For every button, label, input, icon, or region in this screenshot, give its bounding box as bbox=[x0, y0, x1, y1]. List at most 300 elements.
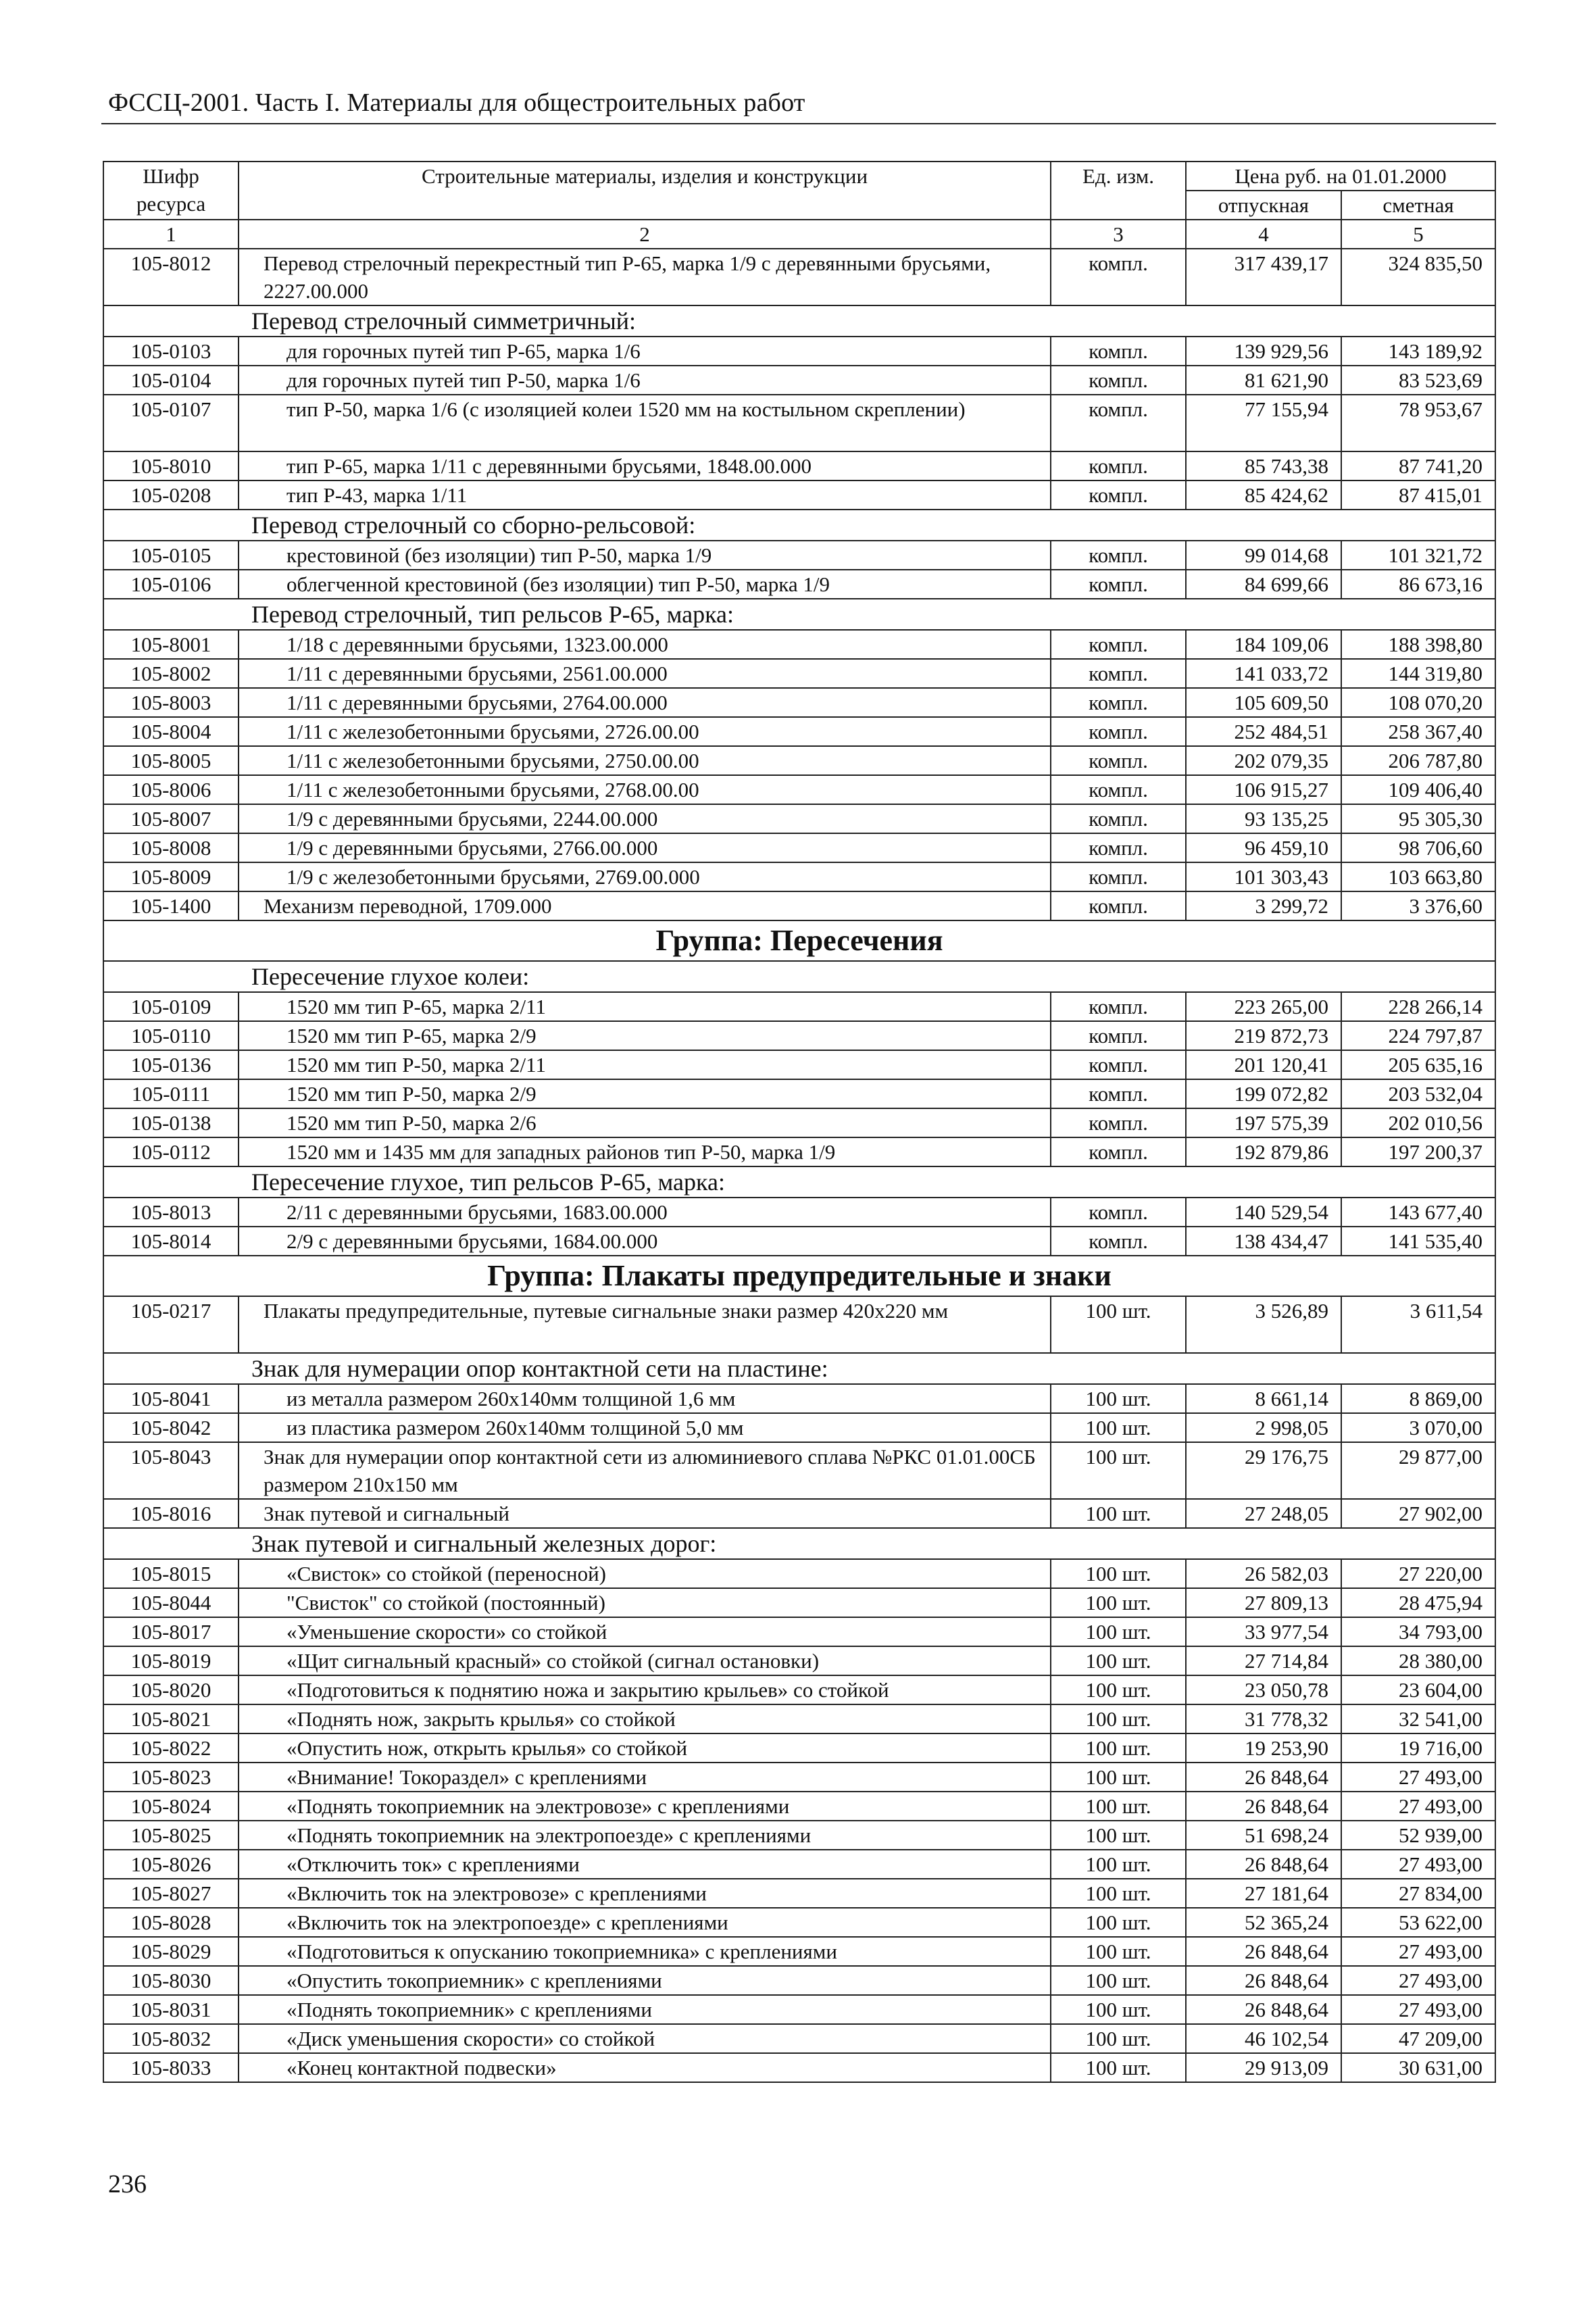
unit-cell: компл. bbox=[1051, 481, 1186, 510]
estimate-price: 27 493,00 bbox=[1341, 1937, 1495, 1966]
unit-cell: компл. bbox=[1051, 688, 1186, 717]
table-row bbox=[103, 1384, 1495, 1413]
resource-code: 105-8016 bbox=[103, 1499, 239, 1528]
estimate-price: 324 835,50 bbox=[1341, 249, 1495, 305]
item-name: 1/11 с железобетонными брусьями, 2750.00.00 bbox=[239, 746, 1051, 775]
resource-code: 105-8030 bbox=[103, 1966, 239, 1995]
estimate-price: 109 406,40 bbox=[1341, 775, 1495, 804]
unit-cell: компл. bbox=[1051, 249, 1186, 305]
release-price: 85 743,38 bbox=[1186, 451, 1341, 481]
unit-cell: 100 шт. bbox=[1051, 1559, 1186, 1588]
unit-cell: компл. bbox=[1051, 804, 1186, 833]
release-price: 199 072,82 bbox=[1186, 1079, 1341, 1108]
unit-cell: 100 шт. bbox=[1051, 1296, 1186, 1353]
release-price: 138 434,47 bbox=[1186, 1227, 1341, 1256]
table-row bbox=[103, 451, 1495, 481]
release-price: 52 365,24 bbox=[1186, 1908, 1341, 1937]
estimate-price: 27 493,00 bbox=[1341, 1995, 1495, 2024]
estimate-price: 188 398,80 bbox=[1341, 630, 1495, 659]
resource-code: 105-8029 bbox=[103, 1937, 239, 1966]
resource-code: 105-0104 bbox=[103, 366, 239, 395]
release-price: 33 977,54 bbox=[1186, 1617, 1341, 1646]
estimate-price: 32 541,00 bbox=[1341, 1704, 1495, 1733]
estimate-price: 197 200,37 bbox=[1341, 1137, 1495, 1166]
table-row bbox=[103, 1995, 1495, 2024]
release-price: 29 913,09 bbox=[1186, 2053, 1341, 2082]
estimate-price: 27 902,00 bbox=[1341, 1499, 1495, 1528]
item-name: «Отключить ток» с креплениями bbox=[239, 1850, 1051, 1879]
release-price: 85 424,62 bbox=[1186, 481, 1341, 510]
release-price: 27 714,84 bbox=[1186, 1646, 1341, 1675]
release-price: 99 014,68 bbox=[1186, 541, 1341, 570]
subheading-text: Перевод стрелочный со сборно-рельсовой: bbox=[103, 510, 1495, 541]
table-row bbox=[103, 1559, 1495, 1588]
group-title: Группа: Плакаты предупредительные и знаки bbox=[103, 1256, 1495, 1296]
release-price: 26 848,64 bbox=[1186, 1995, 1341, 2024]
release-price: 46 102,54 bbox=[1186, 2024, 1341, 2053]
table-row bbox=[103, 1646, 1495, 1675]
item-name: 1520 мм тип Р-65, марка 2/9 bbox=[239, 1021, 1051, 1050]
unit-cell: 100 шт. bbox=[1051, 1879, 1186, 1908]
release-price: 184 109,06 bbox=[1186, 630, 1341, 659]
table-row bbox=[103, 1763, 1495, 1792]
resource-code: 105-0138 bbox=[103, 1108, 239, 1137]
price-table bbox=[103, 161, 1496, 2083]
item-name: «Опустить нож, открыть крылья» со стойкой bbox=[239, 1733, 1051, 1763]
item-name: 1/11 с деревянными брусьями, 2561.00.000 bbox=[239, 659, 1051, 688]
release-price: 201 120,41 bbox=[1186, 1050, 1341, 1079]
item-name: «Внимание! Токораздел» с креплениями bbox=[239, 1763, 1051, 1792]
item-name: тип Р-65, марка 1/11 с деревянными брусьями, 1848.00.000 bbox=[239, 451, 1051, 481]
estimate-price: 52 939,00 bbox=[1341, 1821, 1495, 1850]
item-name: «Включить ток на электровозе» с креплениями bbox=[239, 1879, 1051, 1908]
col-number: 5 bbox=[1341, 220, 1495, 249]
resource-code: 105-8024 bbox=[103, 1792, 239, 1821]
release-price: 29 176,75 bbox=[1186, 1442, 1341, 1499]
unit-cell: 100 шт. bbox=[1051, 1821, 1186, 1850]
table-row bbox=[103, 1050, 1495, 1079]
item-name: 1/11 с железобетонными брусьями, 2768.00.00 bbox=[239, 775, 1051, 804]
item-name: «Опустить токоприемник» с креплениями bbox=[239, 1966, 1051, 1995]
table-row bbox=[103, 1296, 1495, 1353]
table-row bbox=[103, 1937, 1495, 1966]
estimate-price: 28 475,94 bbox=[1341, 1588, 1495, 1617]
item-name: Перевод стрелочный перекрестный тип Р-65, марка 1/9 с деревянными брусьями, 2227.00.000 bbox=[239, 249, 1051, 305]
item-name: тип Р-43, марка 1/11 bbox=[239, 481, 1051, 510]
table-header bbox=[103, 162, 1495, 249]
unit-cell: компл. bbox=[1051, 630, 1186, 659]
subheading-text: Пересечение глухое, тип рельсов Р-65, марка: bbox=[103, 1166, 1495, 1198]
unit-cell: 100 шт. bbox=[1051, 2024, 1186, 2053]
unit-cell: компл. bbox=[1051, 862, 1186, 891]
item-name: 1/9 с деревянными брусьями, 2244.00.000 bbox=[239, 804, 1051, 833]
estimate-price: 108 070,20 bbox=[1341, 688, 1495, 717]
unit-cell: 100 шт. bbox=[1051, 1995, 1186, 2024]
release-price: 3 299,72 bbox=[1186, 891, 1341, 920]
col-number: 4 bbox=[1186, 220, 1341, 249]
estimate-price: 19 716,00 bbox=[1341, 1733, 1495, 1763]
release-price: 93 135,25 bbox=[1186, 804, 1341, 833]
unit-cell: 100 шт. bbox=[1051, 1384, 1186, 1413]
unit-cell: 100 шт. bbox=[1051, 1966, 1186, 1995]
subheading-row bbox=[103, 1353, 1495, 1384]
table-row bbox=[103, 1821, 1495, 1850]
table-row bbox=[103, 630, 1495, 659]
unit-cell: компл. bbox=[1051, 746, 1186, 775]
table-row bbox=[103, 1908, 1495, 1937]
estimate-price: 141 535,40 bbox=[1341, 1227, 1495, 1256]
table-row bbox=[103, 1021, 1495, 1050]
subheading-row bbox=[103, 1166, 1495, 1198]
item-name: «Щит сигнальный красный» со стойкой (сигнал остановки) bbox=[239, 1646, 1051, 1675]
table-row bbox=[103, 541, 1495, 570]
unit-cell: 100 шт. bbox=[1051, 1733, 1186, 1763]
release-price: 26 582,03 bbox=[1186, 1559, 1341, 1588]
estimate-price: 206 787,80 bbox=[1341, 746, 1495, 775]
unit-cell: 100 шт. bbox=[1051, 1646, 1186, 1675]
subheading-text: Перевод стрелочный симметричный: bbox=[103, 305, 1495, 337]
item-name: «Поднять токоприемник на электропоезде» с креплениями bbox=[239, 1821, 1051, 1850]
release-price: 202 079,35 bbox=[1186, 746, 1341, 775]
item-name: 1520 мм тип Р-50, марка 2/6 bbox=[239, 1108, 1051, 1137]
unit-cell: компл. bbox=[1051, 1050, 1186, 1079]
table-row bbox=[103, 1850, 1495, 1879]
table-row bbox=[103, 249, 1495, 305]
estimate-price: 101 321,72 bbox=[1341, 541, 1495, 570]
item-name: из пластика размером 260х140мм толщиной 5,0 мм bbox=[239, 1413, 1051, 1442]
table-row bbox=[103, 1413, 1495, 1442]
item-name: 1/9 с деревянными брусьями, 2766.00.000 bbox=[239, 833, 1051, 862]
resource-code: 105-0106 bbox=[103, 570, 239, 599]
unit-cell: компл. bbox=[1051, 717, 1186, 746]
header-unit: Ед. изм. bbox=[1051, 162, 1186, 220]
item-name: 2/11 с деревянными брусьями, 1683.00.000 bbox=[239, 1198, 1051, 1227]
resource-code: 105-8007 bbox=[103, 804, 239, 833]
table-body bbox=[103, 249, 1495, 2082]
table-row bbox=[103, 570, 1495, 599]
resource-code: 105-0217 bbox=[103, 1296, 239, 1353]
subheading-row bbox=[103, 305, 1495, 337]
resource-code: 105-8015 bbox=[103, 1559, 239, 1588]
col-number: 1 bbox=[103, 220, 239, 249]
estimate-price: 27 220,00 bbox=[1341, 1559, 1495, 1588]
release-price: 3 526,89 bbox=[1186, 1296, 1341, 1353]
subheading-text: Перевод стрелочный, тип рельсов Р-65, марка: bbox=[103, 599, 1495, 630]
table-row bbox=[103, 804, 1495, 833]
estimate-price: 27 493,00 bbox=[1341, 1966, 1495, 1995]
table-row bbox=[103, 891, 1495, 920]
table-row bbox=[103, 688, 1495, 717]
table-row bbox=[103, 1499, 1495, 1528]
release-price: 8 661,14 bbox=[1186, 1384, 1341, 1413]
resource-code: 105-8020 bbox=[103, 1675, 239, 1704]
item-name: «Подготовиться к поднятию ножа и закрытию крыльев» со стойкой bbox=[239, 1675, 1051, 1704]
item-name: 1520 мм тип Р-50, марка 2/11 bbox=[239, 1050, 1051, 1079]
table-row bbox=[103, 1966, 1495, 1995]
col-number: 3 bbox=[1051, 220, 1186, 249]
table-row bbox=[103, 1079, 1495, 1108]
resource-code: 105-8003 bbox=[103, 688, 239, 717]
table-row bbox=[103, 1227, 1495, 1256]
item-name: для горочных путей тип Р-50, марка 1/6 bbox=[239, 366, 1051, 395]
header-release-price: отпускная bbox=[1186, 191, 1341, 220]
table-row bbox=[103, 775, 1495, 804]
table-row bbox=[103, 717, 1495, 746]
table-row bbox=[103, 1617, 1495, 1646]
unit-cell: компл. bbox=[1051, 1137, 1186, 1166]
estimate-price: 78 953,67 bbox=[1341, 395, 1495, 451]
estimate-price: 87 415,01 bbox=[1341, 481, 1495, 510]
table-row bbox=[103, 1792, 1495, 1821]
subheading-text: Знак путевой и сигнальный железных дорог: bbox=[103, 1528, 1495, 1559]
table-row bbox=[103, 337, 1495, 366]
unit-cell: компл. bbox=[1051, 541, 1186, 570]
estimate-price: 28 380,00 bbox=[1341, 1646, 1495, 1675]
unit-cell: компл. bbox=[1051, 1227, 1186, 1256]
estimate-price: 95 305,30 bbox=[1341, 804, 1495, 833]
release-price: 197 575,39 bbox=[1186, 1108, 1341, 1137]
table-row bbox=[103, 1137, 1495, 1166]
unit-cell: компл. bbox=[1051, 833, 1186, 862]
estimate-price: 83 523,69 bbox=[1341, 366, 1495, 395]
estimate-price: 3 070,00 bbox=[1341, 1413, 1495, 1442]
estimate-price: 103 663,80 bbox=[1341, 862, 1495, 891]
item-name: «Подготовиться к опусканию токоприемника» с креплениями bbox=[239, 1937, 1051, 1966]
table-row bbox=[103, 1675, 1495, 1704]
subheading-row bbox=[103, 961, 1495, 992]
resource-code: 105-8041 bbox=[103, 1384, 239, 1413]
resource-code: 105-8013 bbox=[103, 1198, 239, 1227]
unit-cell: 100 шт. bbox=[1051, 1675, 1186, 1704]
release-price: 139 929,56 bbox=[1186, 337, 1341, 366]
item-name: «Поднять нож, закрыть крылья» со стойкой bbox=[239, 1704, 1051, 1733]
resource-code: 105-8043 bbox=[103, 1442, 239, 1499]
item-name: 1/11 с железобетонными брусьями, 2726.00.00 bbox=[239, 717, 1051, 746]
resource-code: 105-8012 bbox=[103, 249, 239, 305]
release-price: 31 778,32 bbox=[1186, 1704, 1341, 1733]
item-name: крестовиной (без изоляции) тип Р-50, марка 1/9 bbox=[239, 541, 1051, 570]
resource-code: 105-8008 bbox=[103, 833, 239, 862]
item-name: «Уменьшение скорости» со стойкой bbox=[239, 1617, 1051, 1646]
unit-cell: 100 шт. bbox=[1051, 1499, 1186, 1528]
resource-code: 105-8022 bbox=[103, 1733, 239, 1763]
release-price: 81 621,90 bbox=[1186, 366, 1341, 395]
unit-cell: компл. bbox=[1051, 1079, 1186, 1108]
estimate-price: 3 611,54 bbox=[1341, 1296, 1495, 1353]
release-price: 51 698,24 bbox=[1186, 1821, 1341, 1850]
unit-cell: 100 шт. bbox=[1051, 2053, 1186, 2082]
estimate-price: 202 010,56 bbox=[1341, 1108, 1495, 1137]
table-row bbox=[103, 862, 1495, 891]
resource-code: 105-8004 bbox=[103, 717, 239, 746]
item-name: из металла размером 260х140мм толщиной 1,6 мм bbox=[239, 1384, 1051, 1413]
estimate-price: 23 604,00 bbox=[1341, 1675, 1495, 1704]
release-price: 2 998,05 bbox=[1186, 1413, 1341, 1442]
table-row bbox=[103, 2024, 1495, 2053]
item-name: «Конец контактной подвески» bbox=[239, 2053, 1051, 2082]
estimate-price: 98 706,60 bbox=[1341, 833, 1495, 862]
table-row bbox=[103, 481, 1495, 510]
release-price: 96 459,10 bbox=[1186, 833, 1341, 862]
release-price: 84 699,66 bbox=[1186, 570, 1341, 599]
item-name: 1/9 с железобетонными брусьями, 2769.00.000 bbox=[239, 862, 1051, 891]
resource-code: 105-8033 bbox=[103, 2053, 239, 2082]
subheading-row bbox=[103, 510, 1495, 541]
release-price: 27 248,05 bbox=[1186, 1499, 1341, 1528]
estimate-price: 203 532,04 bbox=[1341, 1079, 1495, 1108]
resource-code: 105-8009 bbox=[103, 862, 239, 891]
resource-code: 105-8044 bbox=[103, 1588, 239, 1617]
group-title: Группа: Пересечения bbox=[103, 920, 1495, 961]
unit-cell: 100 шт. bbox=[1051, 1704, 1186, 1733]
unit-cell: компл. bbox=[1051, 891, 1186, 920]
unit-cell: компл. bbox=[1051, 1198, 1186, 1227]
header-code: Шифр ресурса bbox=[103, 162, 239, 220]
resource-code: 105-0107 bbox=[103, 395, 239, 451]
item-name: 2/9 с деревянными брусьями, 1684.00.000 bbox=[239, 1227, 1051, 1256]
estimate-price: 3 376,60 bbox=[1341, 891, 1495, 920]
estimate-price: 30 631,00 bbox=[1341, 2053, 1495, 2082]
item-name: Плакаты предупредительные, путевые сигнальные знаки размер 420х220 мм bbox=[239, 1296, 1051, 1353]
item-name: «Поднять токоприемник» с креплениями bbox=[239, 1995, 1051, 2024]
estimate-price: 27 834,00 bbox=[1341, 1879, 1495, 1908]
release-price: 140 529,54 bbox=[1186, 1198, 1341, 1227]
resource-code: 105-8042 bbox=[103, 1413, 239, 1442]
unit-cell: компл. bbox=[1051, 659, 1186, 688]
title-rule bbox=[101, 123, 1496, 124]
estimate-price: 34 793,00 bbox=[1341, 1617, 1495, 1646]
estimate-price: 29 877,00 bbox=[1341, 1442, 1495, 1499]
release-price: 192 879,86 bbox=[1186, 1137, 1341, 1166]
table-row bbox=[103, 1108, 1495, 1137]
estimate-price: 205 635,16 bbox=[1341, 1050, 1495, 1079]
release-price: 317 439,17 bbox=[1186, 249, 1341, 305]
item-name: «Свисток» со стойкой (переносной) bbox=[239, 1559, 1051, 1588]
release-price: 101 303,43 bbox=[1186, 862, 1341, 891]
item-name: "Свисток" со стойкой (постоянный) bbox=[239, 1588, 1051, 1617]
resource-code: 105-8028 bbox=[103, 1908, 239, 1937]
release-price: 77 155,94 bbox=[1186, 395, 1341, 451]
estimate-price: 47 209,00 bbox=[1341, 2024, 1495, 2053]
table-row bbox=[103, 1879, 1495, 1908]
item-name: 1520 мм тип Р-50, марка 2/9 bbox=[239, 1079, 1051, 1108]
resource-code: 105-8006 bbox=[103, 775, 239, 804]
item-name: «Поднять токоприемник на электровозе» с креплениями bbox=[239, 1792, 1051, 1821]
release-price: 105 609,50 bbox=[1186, 688, 1341, 717]
subheading-text: Знак для нумерации опор контактной сети на пластине: bbox=[103, 1353, 1495, 1384]
table-row bbox=[103, 395, 1495, 451]
item-name: Знак для нумерации опор контактной сети из алюминиевого сплава №РКС 01.01.00СБ размером 210х150 мм bbox=[239, 1442, 1051, 1499]
estimate-price: 53 622,00 bbox=[1341, 1908, 1495, 1937]
unit-cell: компл. bbox=[1051, 775, 1186, 804]
group-row bbox=[103, 920, 1495, 961]
resource-code: 105-8031 bbox=[103, 1995, 239, 2024]
estimate-price: 144 319,80 bbox=[1341, 659, 1495, 688]
unit-cell: компл. bbox=[1051, 451, 1186, 481]
item-name: 1520 мм тип Р-65, марка 2/11 bbox=[239, 992, 1051, 1021]
item-name: «Включить ток на электропоезде» с креплениями bbox=[239, 1908, 1051, 1937]
release-price: 223 265,00 bbox=[1186, 992, 1341, 1021]
unit-cell: 100 шт. bbox=[1051, 1792, 1186, 1821]
estimate-price: 27 493,00 bbox=[1341, 1763, 1495, 1792]
item-name: «Диск уменьшения скорости» со стойкой bbox=[239, 2024, 1051, 2053]
table-row bbox=[103, 1198, 1495, 1227]
resource-code: 105-0208 bbox=[103, 481, 239, 510]
release-price: 106 915,27 bbox=[1186, 775, 1341, 804]
estimate-price: 86 673,16 bbox=[1341, 570, 1495, 599]
header-price: Цена руб. на 01.01.2000 bbox=[1186, 162, 1495, 191]
release-price: 26 848,64 bbox=[1186, 1966, 1341, 1995]
table-row bbox=[103, 833, 1495, 862]
resource-code: 105-8002 bbox=[103, 659, 239, 688]
unit-cell: 100 шт. bbox=[1051, 1442, 1186, 1499]
page-title: ФССЦ-2001. Часть I. Материалы для общестроительных работ bbox=[108, 89, 805, 117]
estimate-price: 143 189,92 bbox=[1341, 337, 1495, 366]
unit-cell: 100 шт. bbox=[1051, 1413, 1186, 1442]
unit-cell: компл. bbox=[1051, 570, 1186, 599]
release-price: 26 848,64 bbox=[1186, 1763, 1341, 1792]
col-number: 2 bbox=[239, 220, 1051, 249]
item-name: 1/18 с деревянными брусьями, 1323.00.000 bbox=[239, 630, 1051, 659]
table-row bbox=[103, 2053, 1495, 2082]
unit-cell: 100 шт. bbox=[1051, 1908, 1186, 1937]
resource-code: 105-1400 bbox=[103, 891, 239, 920]
table-row bbox=[103, 746, 1495, 775]
table-row bbox=[103, 992, 1495, 1021]
table-row bbox=[103, 1442, 1495, 1499]
resource-code: 105-8025 bbox=[103, 1821, 239, 1850]
table-row bbox=[103, 1733, 1495, 1763]
release-price: 252 484,51 bbox=[1186, 717, 1341, 746]
unit-cell: 100 шт. bbox=[1051, 1850, 1186, 1879]
resource-code: 105-8023 bbox=[103, 1763, 239, 1792]
release-price: 27 181,64 bbox=[1186, 1879, 1341, 1908]
estimate-price: 8 869,00 bbox=[1341, 1384, 1495, 1413]
table-row bbox=[103, 366, 1495, 395]
release-price: 219 872,73 bbox=[1186, 1021, 1341, 1050]
resource-code: 105-8014 bbox=[103, 1227, 239, 1256]
item-name: 1520 мм и 1435 мм для западных районов тип Р-50, марка 1/9 bbox=[239, 1137, 1051, 1166]
estimate-price: 228 266,14 bbox=[1341, 992, 1495, 1021]
resource-code: 105-0103 bbox=[103, 337, 239, 366]
resource-code: 105-8019 bbox=[103, 1646, 239, 1675]
unit-cell: компл. bbox=[1051, 337, 1186, 366]
estimate-price: 224 797,87 bbox=[1341, 1021, 1495, 1050]
resource-code: 105-8032 bbox=[103, 2024, 239, 2053]
release-price: 26 848,64 bbox=[1186, 1937, 1341, 1966]
estimate-price: 87 741,20 bbox=[1341, 451, 1495, 481]
header-estimate-price: сметная bbox=[1341, 191, 1495, 220]
release-price: 19 253,90 bbox=[1186, 1733, 1341, 1763]
unit-cell: компл. bbox=[1051, 1108, 1186, 1137]
release-price: 26 848,64 bbox=[1186, 1792, 1341, 1821]
estimate-price: 258 367,40 bbox=[1341, 717, 1495, 746]
resource-code: 105-0105 bbox=[103, 541, 239, 570]
table-row bbox=[103, 659, 1495, 688]
header-name: Строительные материалы, изделия и конструкции bbox=[239, 162, 1051, 220]
item-name: Знак путевой и сигнальный bbox=[239, 1499, 1051, 1528]
resource-code: 105-0109 bbox=[103, 992, 239, 1021]
item-name: облегченной крестовиной (без изоляции) тип Р-50, марка 1/9 bbox=[239, 570, 1051, 599]
subheading-row bbox=[103, 599, 1495, 630]
release-price: 27 809,13 bbox=[1186, 1588, 1341, 1617]
table-row bbox=[103, 1704, 1495, 1733]
resource-code: 105-8001 bbox=[103, 630, 239, 659]
resource-code: 105-8005 bbox=[103, 746, 239, 775]
resource-code: 105-0110 bbox=[103, 1021, 239, 1050]
unit-cell: 100 шт. bbox=[1051, 1937, 1186, 1966]
item-name: 1/11 с деревянными брусьями, 2764.00.000 bbox=[239, 688, 1051, 717]
